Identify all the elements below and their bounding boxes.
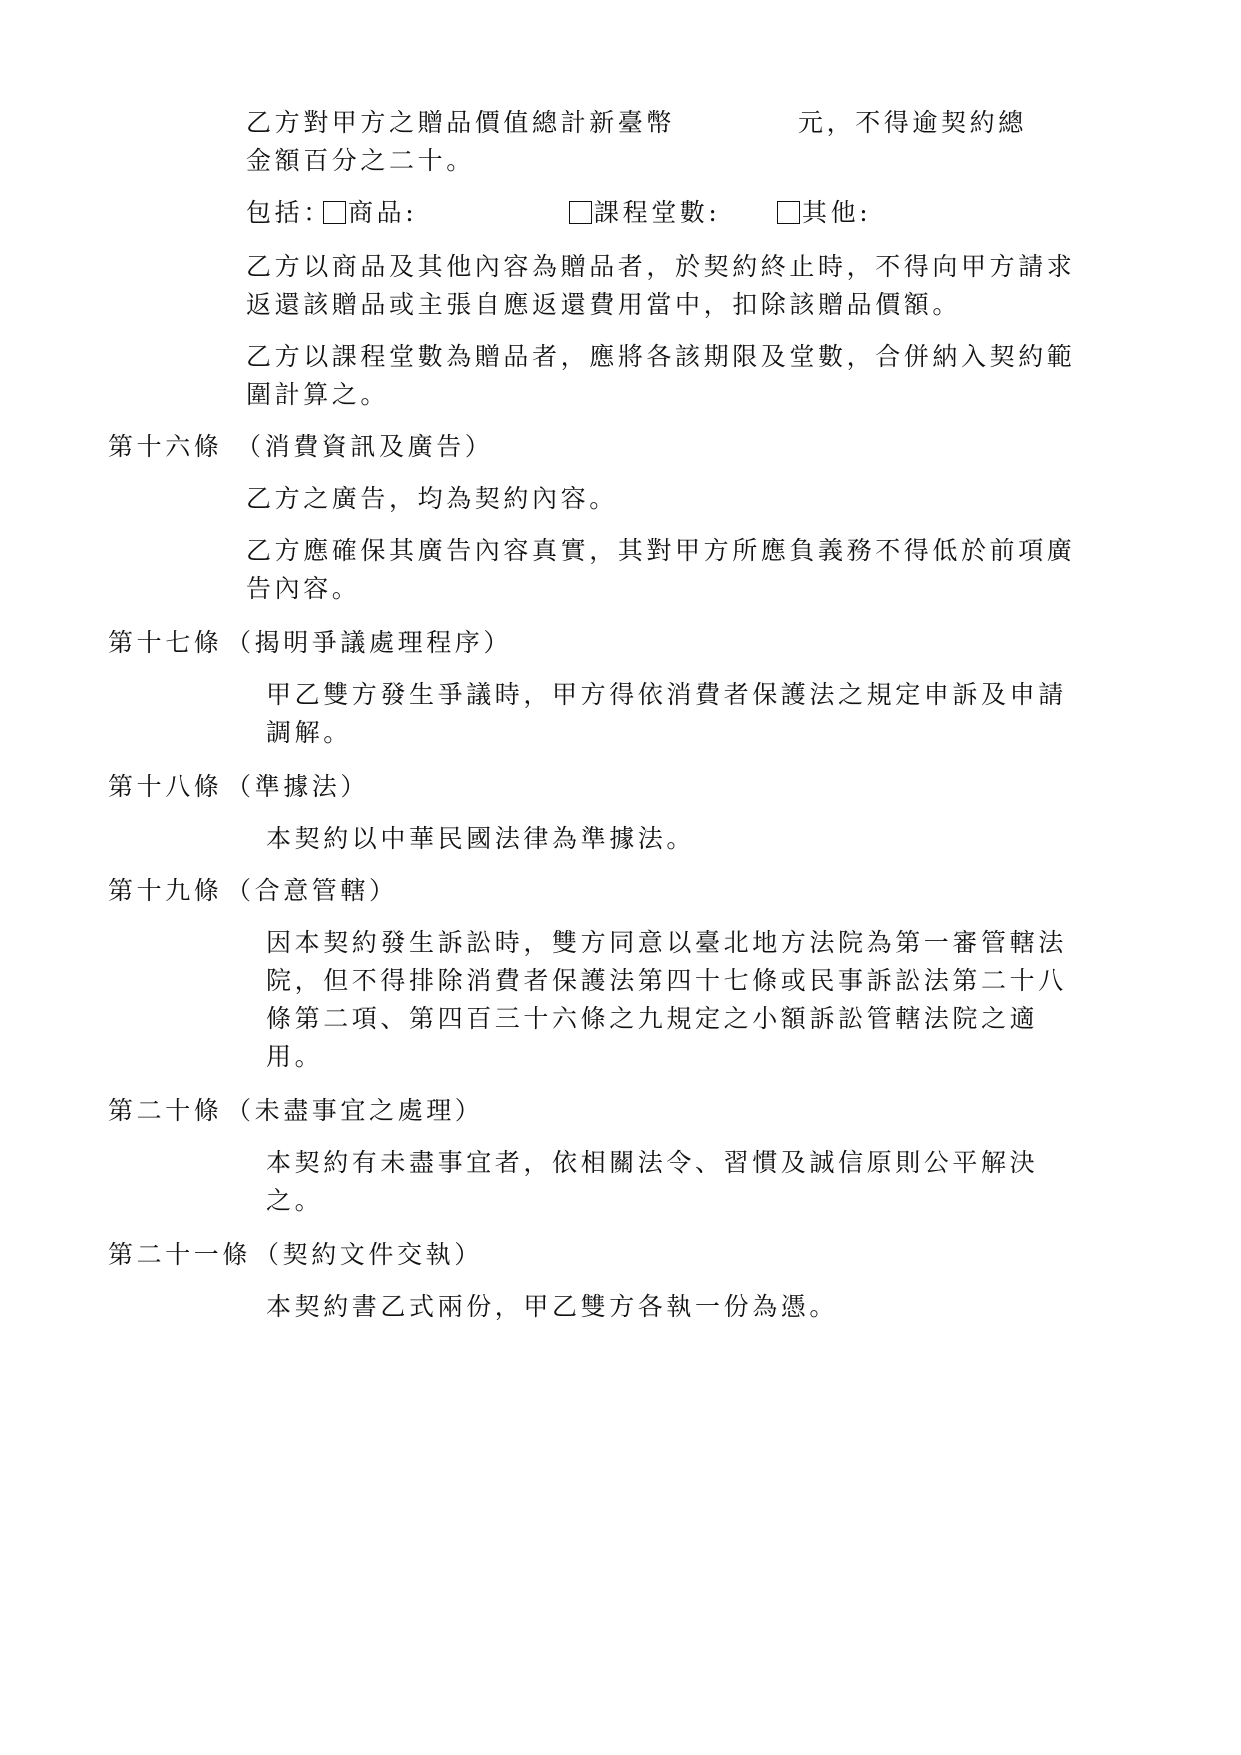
article-17-title: （揭明爭議處理程序） xyxy=(226,628,513,657)
article-20-p1-line1: 本契約有未盡事宜者，依相關法令、習慣及誠信原則公平解決 xyxy=(266,1148,1039,1177)
article-19-title: （合意管轄） xyxy=(226,876,398,905)
article-17-p1-line1: 甲乙雙方發生爭議時，甲方得依消費者保護法之規定申訴及申請 xyxy=(266,680,1067,709)
article-18-p1-line1: 本契約以中華民國法律為準據法。 xyxy=(266,824,696,853)
article-16-title: （消費資訊及廣告） xyxy=(236,432,494,461)
option-goods-label: 商品: xyxy=(348,198,418,227)
checkbox-other[interactable] xyxy=(777,201,800,224)
article-19-p1-line3: 條第二項、第四百三十六條之九規定之小額訴訟管轄法院之適 xyxy=(266,1004,1039,1033)
article-20-number: 第二十條 xyxy=(108,1096,223,1125)
article-19-p1-line4: 用。 xyxy=(266,1042,324,1071)
article-21-title: （契約文件交執） xyxy=(254,1240,483,1269)
article-20-title: （未盡事宜之處理） xyxy=(226,1096,484,1125)
gift-para3-line1: 乙方以課程堂數為贈品者，應將各該期限及堂數，合併納入契約範 xyxy=(246,342,1076,371)
option-other-label: 其他: xyxy=(802,198,872,227)
option-lessons-label: 課程堂數: xyxy=(594,198,721,227)
article-19-p1-line2: 院，但不得排除消費者保護法第四十七條或民事訴訟法第二十八 xyxy=(266,966,1067,995)
checkbox-lessons[interactable] xyxy=(569,201,592,224)
article-18-title: （準據法） xyxy=(226,772,370,801)
article-16-p1-line1: 乙方之廣告，均為契約內容。 xyxy=(246,484,618,513)
checkbox-goods[interactable] xyxy=(323,201,346,224)
gift-option-lessons[interactable] xyxy=(566,198,720,228)
article-19-p1-line1: 因本契約發生訴訟時，雙方同意以臺北地方法院為第一審管轄法 xyxy=(266,928,1067,957)
article-16-p2-line1: 乙方應確保其廣告內容真實，其對甲方所應負義務不得低於前項廣 xyxy=(246,536,1076,565)
article-19-number: 第十九條 xyxy=(108,876,223,905)
gift-line-1b: 元，不得逾契約總 xyxy=(798,108,1027,137)
article-20-p1-line2: 之。 xyxy=(266,1186,324,1215)
gift-option-goods[interactable] xyxy=(320,198,417,228)
article-16-number: 第十六條 xyxy=(108,432,223,461)
gift-para2-line2: 返還該贈品或主張自應返還費用當中，扣除該贈品價額。 xyxy=(246,290,962,319)
gift-includes-label: 包括： xyxy=(246,198,332,227)
article-21-p1-line1: 本契約書乙式兩份，甲乙雙方各執一份為憑。 xyxy=(266,1292,839,1321)
article-16-p2-line2: 告內容。 xyxy=(246,574,361,603)
gift-para2-line1: 乙方以商品及其他內容為贈品者，於契約終止時，不得向甲方請求 xyxy=(246,252,1076,281)
gift-line-2: 金額百分之二十。 xyxy=(246,146,475,175)
article-21-number: 第二十一條 xyxy=(108,1240,252,1269)
article-17-p1-line2: 調解。 xyxy=(266,718,352,747)
article-17-number: 第十七條 xyxy=(108,628,223,657)
gift-line-1a: 乙方對甲方之贈品價值總計新臺幣 xyxy=(246,108,676,137)
article-18-number: 第十八條 xyxy=(108,772,223,801)
gift-para3-line2: 圍計算之。 xyxy=(246,380,390,409)
gift-option-other[interactable] xyxy=(774,198,871,228)
